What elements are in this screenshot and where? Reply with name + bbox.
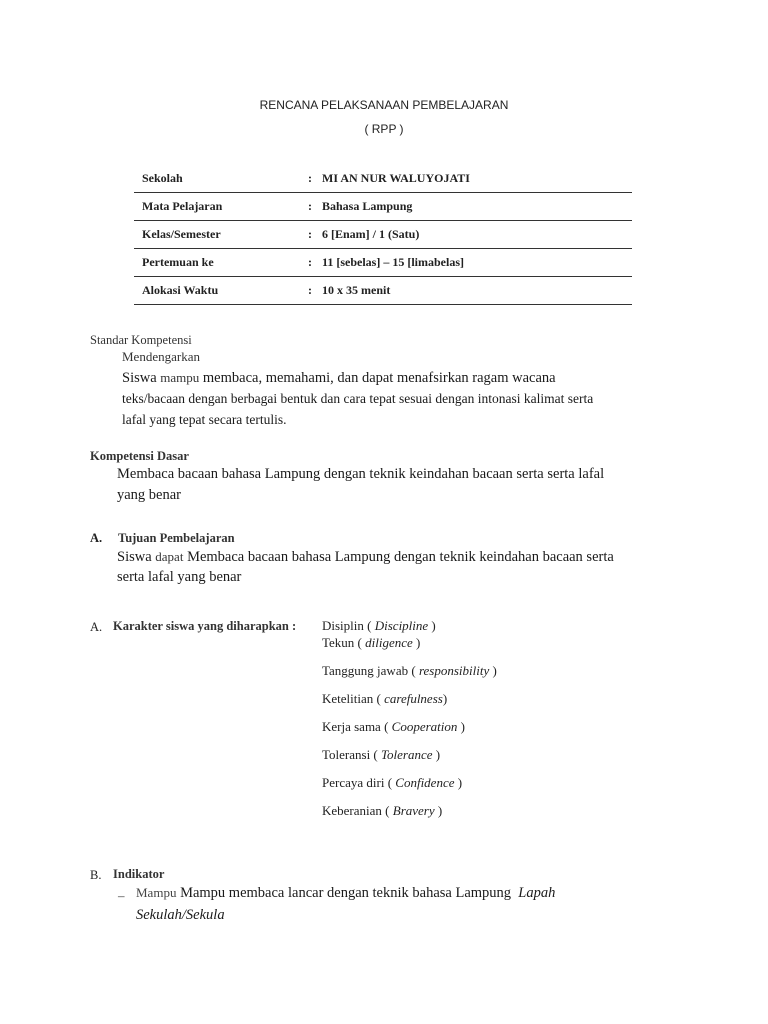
info-colon: : [308, 170, 312, 185]
karakter-close: ) [442, 691, 448, 706]
tujuan-line-2: serta lafal yang benar [117, 569, 242, 585]
tujuan-word: Siswa [117, 549, 152, 565]
indikator-letter: B. [90, 868, 102, 882]
info-label: Pertemuan ke [142, 255, 214, 269]
karakter-en: Bravery [392, 803, 435, 818]
document-title: RENCANA PELAKSANAAN PEMBELAJARAN [259, 98, 509, 112]
karakter-heading-plain: Karakter [113, 619, 163, 633]
info-colon: : [308, 227, 312, 241]
info-label: Mata Pelajaran [142, 199, 223, 213]
standar-subheading: Mendengarkan [122, 349, 200, 364]
karakter-item [322, 635, 420, 651]
karakter-item [322, 803, 442, 819]
karakter-heading-bold: siswa yang diharapkan : [165, 619, 297, 633]
indikator-rest: Mampu membaca lancar dengan teknik bahasa Lampung [180, 885, 512, 901]
karakter-en: carefulness [384, 691, 443, 706]
karakter-en: Tolerance [381, 747, 433, 762]
karakter-close: ) [435, 747, 441, 762]
info-row-mata-pelajaran [134, 193, 632, 221]
tujuan-small-word: dapat [155, 549, 184, 564]
info-colon: : [308, 283, 312, 297]
info-value: 6 [Enam] / 1 (Satu) [322, 227, 420, 241]
indikator-line-1 [136, 885, 555, 902]
karakter-en: responsibility [418, 663, 490, 678]
standar-heading: Standar Kompetensi [90, 333, 192, 347]
karakter-heading [113, 619, 296, 634]
karakter-id: Ketelitian ( [322, 691, 381, 706]
karakter-en: Confidence [395, 775, 455, 790]
info-table [134, 164, 632, 305]
indikator-small-word: Mampu [136, 885, 177, 900]
karakter-id: Tekun ( [322, 635, 362, 650]
info-row-kelas-semester [134, 221, 632, 249]
info-value: 10 x 35 menit [322, 283, 391, 297]
info-value: MI AN NUR WALUYOJATI [322, 170, 470, 185]
karakter-en: Discipline [374, 618, 429, 633]
standar-word: Siswa [122, 370, 157, 386]
karakter-close: ) [416, 635, 421, 650]
info-value: Bahasa Lampung [322, 199, 413, 213]
karakter-close: ) [431, 618, 436, 633]
info-row-alokasi-waktu [134, 277, 632, 305]
karakter-letter: A. [90, 620, 103, 634]
standar-line-2: teks/bacaan dengan berbagai bentuk dan cara tepat sesuai dengan intonasi kalimat serta [122, 391, 594, 406]
standar-line-3: lafal yang tepat secara tertulis. [122, 412, 287, 427]
indikator-line-2: Sekulah/Sekula [136, 907, 225, 923]
kompetensi-line-1: Membaca bacaan bahasa Lampung dengan teknik keindahan bacaan serta serta lafal [117, 466, 605, 482]
karakter-item [322, 747, 440, 763]
karakter-en: diligence [365, 635, 413, 650]
info-row-sekolah [134, 164, 632, 193]
karakter-close: ) [460, 719, 465, 734]
info-label: Sekolah [142, 170, 183, 185]
indikator-italic: Lapah [518, 885, 556, 901]
info-label: Kelas/Semester [142, 227, 221, 241]
kompetensi-heading: Kompetensi Dasar [90, 449, 189, 463]
karakter-item [322, 691, 447, 707]
kompetensi-line-2: yang benar [117, 487, 182, 503]
info-colon: : [308, 199, 312, 213]
karakter-id: Percaya diri ( [322, 775, 393, 790]
tujuan-line-1 [117, 546, 614, 568]
karakter-id: Tanggung jawab ( [322, 663, 416, 678]
karakter-item [322, 719, 465, 735]
karakter-close: ) [437, 803, 443, 818]
standar-small-word: mampu [160, 370, 200, 385]
karakter-close: ) [492, 663, 497, 678]
document-subtitle: ( RPP ) [364, 122, 404, 136]
standar-rest: membaca, memahami, dan dapat menafsirkan ragam wacana [202, 370, 556, 386]
karakter-close: ) [457, 775, 463, 790]
info-label: Alokasi Waktu [142, 283, 219, 297]
standar-line-1 [122, 367, 556, 389]
karakter-item [322, 663, 497, 679]
karakter-id: Keberanian ( [322, 803, 390, 818]
karakter-item [322, 775, 462, 791]
info-row-pertemuan [134, 249, 632, 277]
tujuan-heading: Tujuan Pembelajaran [118, 531, 235, 545]
karakter-id: Toleransi ( [322, 747, 378, 762]
tujuan-rest: Membaca bacaan bahasa Lampung dengan teknik keindahan bacaan serta [187, 549, 614, 565]
info-value: 11 [sebelas] – 15 [limabelas] [322, 255, 464, 269]
karakter-en: Cooperation [391, 719, 458, 734]
indikator-bullet: – [118, 888, 125, 903]
karakter-id: Disiplin ( [322, 618, 372, 633]
indikator-heading: Indikator [113, 867, 165, 881]
info-colon: : [308, 255, 312, 269]
karakter-id: Kerja sama ( [322, 719, 389, 734]
tujuan-letter: A. [90, 531, 103, 545]
karakter-item [322, 618, 436, 634]
